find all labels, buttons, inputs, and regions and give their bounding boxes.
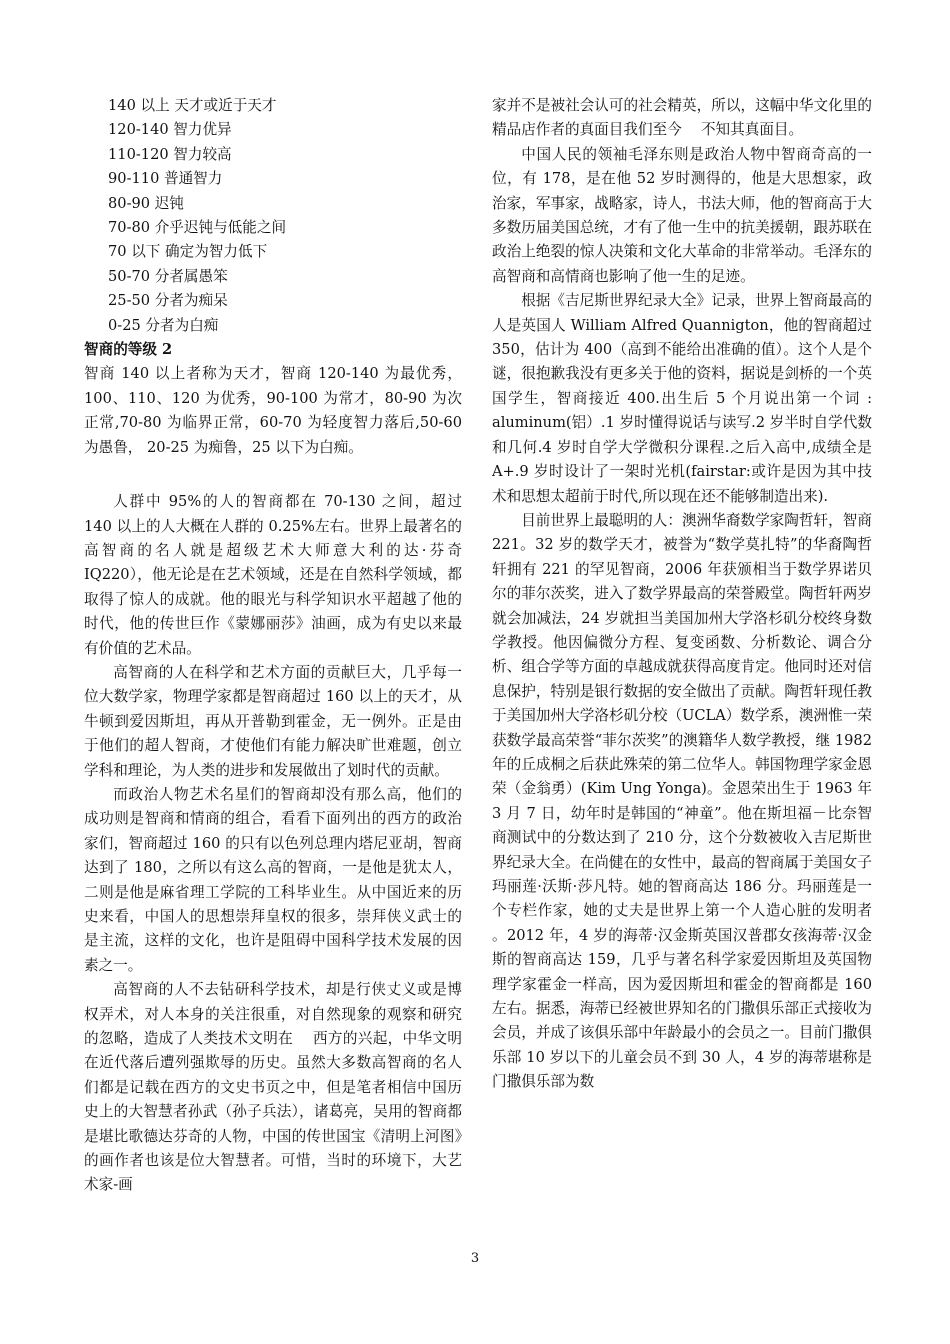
list-item: 50-70 分者属愚笨 bbox=[108, 267, 228, 285]
grade-paragraph: 智商 140 以上者称为天才，智商 120-140 为最优秀，100、110、120 为优秀，90-100 为常才，80-90 为次正常,70-80 为临界正常，60-70 为轻度智力落后,50-60 为愚鲁， 20-25 为痴鲁，25 以下为白痴。 bbox=[84, 365, 462, 456]
paragraph-spacer bbox=[84, 460, 462, 490]
list-item: 140 以上 天才或近于天才 bbox=[108, 97, 277, 114]
body-paragraph: 高智商的人在科学和艺术方面的贡献巨大，几乎每一位大数学家，物理学家都是智商超过 160 以上的天才，从牛顿到爱因斯坦，再从开普勒到霍金，无一例外。正是由于他们的超人智商，才使他们有能力解决旷世难题，创立学科和理论，为人类的进步和发展做出了划时代的贡献。 bbox=[84, 663, 462, 779]
list-item: 0-25 分者为白痴 bbox=[108, 316, 219, 334]
body-paragraph: 而政治人物艺术名星们的智商却没有那么高，他们的成功则是智商和情商的组合，看看下面列出的西方的政治家们，智商超过 160 的只有以色列总理内塔尼亚胡，智商达到了 180，之所以有这么高的智商，一是他是犹太人，二则是他是麻省理工学院的工科毕业生。从中国近来的历史来看，中国人的思想崇拜皇权的很多，崇拜侠义武士的是主流，这样的文化，也许是阻碍中国科学技术发展的因素之一。 bbox=[84, 785, 462, 974]
body-paragraph: 人群中 95%的人的智商都在 70-130 之间，超过 140 以上的人大概在人群的 0.25%左右。世界上最著名的高智商的名人就是超级艺术大师意大利的达·芬奇 IQ220），他无论是在艺术领域，还是在自然科学领域，都取得了惊人的成就。他的眼光与科学知识水平超越了他的时代，他的传世巨作《蒙娜丽莎》油画，成为有史以来最有价值的艺术品。 bbox=[84, 493, 462, 657]
list-item: 70-80 介乎迟钝与低能之间 bbox=[108, 219, 287, 237]
list-item: 120-140 智力优异 bbox=[108, 121, 232, 139]
list-item: 90-110 普通智力 bbox=[108, 170, 223, 188]
list-item: 80-90 迟钝 bbox=[108, 194, 184, 212]
iq-scale-list bbox=[84, 94, 462, 338]
left-column bbox=[84, 94, 462, 1198]
body-paragraph: 中国人民的领袖毛泽东则是政治人物中智商奇高的一位，有 178，是在他 52 岁时测得的，他是大思想家，政治家，军事家，战略家，诗人，书法大师，他的智商高于大多数历届美国总统，才有了他一生中的抗美援朝，跟苏联在政治上绝裂的惊人决策和文化大革命的非常举动。毛泽东的高智商和高情商也影响了他一生的足迹。 bbox=[492, 145, 872, 285]
page-number: 3 bbox=[470, 1251, 480, 1266]
right-column bbox=[492, 94, 872, 1095]
body-paragraph: 高智商的人不去钻研科学技术，却是行侠丈义或是博权弄术，对人本身的关注很重，对自然现象的观察和研究的忽略，造成了人类技术文明在 西方的兴起，中华文明在近代落后遭列强欺辱的历史。虽然大多数高智商的名人们都是记载在西方的文史书页之中，但是笔者相信中国历史上的大智慧者孙武（孙子兵法），诸葛亮，吴用的智商都是堪比歌德达芬奇的人物，中国的传世国宝《清明上河图》的画作者也该是位大智慧者。可惜，当时的环境下，大艺术家-画 bbox=[84, 981, 462, 1194]
body-paragraph: 目前世界上最聪明的人：澳洲华裔数学家陶哲轩，智商 221。32 岁的数学天才，被誉为“数学莫扎特”的华裔陶哲轩拥有 221 的罕见智商，2006 年获颁相当于数学界诺贝尔的菲尔茨奖，进入了数学界最高的荣誉殿堂。陶哲轩两岁就会加减法，24 岁就担当美国加州大学洛杉矶分校终身数学教授。他因偏微分方程、复变函数、分析数论、调合分析、组合学等方面的卓越成就获得高度肯定。他同时还对信息保护，特别是银行数据的安全做出了贡献。陶哲轩现任教于美国加州大学洛杉矶分校（UCLA）数学系，澳洲惟一荣获数学最高荣誉“菲尔茨奖”的澳籍华人数学教授，继 1982 年的丘成桐之后获此殊荣的第二位华人。韩国物理学家金恩荣（金翁勇）(Kim Ung Yonga)。金恩荣出生于 1963 年 3 月 7 日，幼年时是韩国的“神童”。他在斯坦福－比奈智商测试中的分数达到了 210 分，这个分数被收入吉尼斯世界纪录大全。在尚健在的女性中，最高的智商属于美国女子玛丽莲·沃斯·莎凡特。她的智商高达 186 分。玛丽莲是一个专栏作家，她的丈夫是世界上第一个人造心脏的发明者 。2012 年，4 岁的海蒂·汉金斯英国汉普郡女孩海蒂·汉金斯的智商高达 159，几乎与著名科学家爱因斯坦及英国物理学家霍金一样高，因为爱因斯坦和霍金的智商都是 160 左右。据悉，海蒂已经被世界知名的门撒俱乐部正式接收为会员，并成了该俱乐部中年龄最小的会员之一。目前门撒俱乐部 10 岁以下的儿童会员不到 30 人，4 岁的海蒂堪称是门撒俱乐部为数 bbox=[492, 511, 872, 1091]
body-paragraph: 根据《吉尼斯世界纪录大全》记录，世界上智商最高的人是英国人 William Alfred Quannigton，他的智商超过 350，估计为 400（高到不能给出准确的值）。这个人是个谜，很抱歉我没有更多关于他的资料，据说是剑桥的一个英国学生，智商接近 400.出生后 5 个月说出第一个词 : aluminum(铝）.1 岁时懂得说话与读写.2 岁半时自学代数和几何.4 岁时自学大学微积分课程.之后入高中,成绩全是 A+.9 岁时设计了一架时光机(fairstar:或许是因为其中技术和思想太超前于时代,所以现在还不能够制造出来). bbox=[492, 292, 872, 505]
list-item: 70 以下 确定为智力低下 bbox=[108, 243, 268, 261]
continuation-paragraph: 家并不是被社会认可的社会精英，所以，这幅中华文化里的精品店作者的真面目我们至今 不知其真面目。 bbox=[492, 97, 872, 139]
list-item: 25-50 分者为痴呆 bbox=[108, 292, 228, 310]
section-heading: 智商的等级 2 bbox=[84, 341, 173, 359]
list-item: 110-120 智力较高 bbox=[108, 145, 232, 163]
